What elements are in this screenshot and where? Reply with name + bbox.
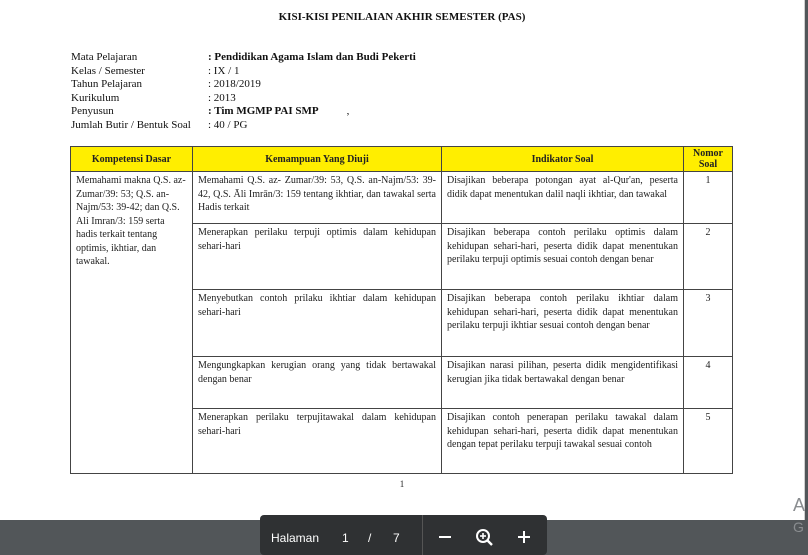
header-nomor-soal: Nomor Soal <box>684 147 733 172</box>
watermark-text: A <box>793 495 806 515</box>
page-separator: / <box>368 531 372 545</box>
meta-label: Kelas / Semester <box>71 64 145 77</box>
nomor-cell: 2 <box>684 224 733 290</box>
kemampuan-cell: Menyebutkan contoh prilaku ikhtiar dalam kehidupan sehari-hari <box>193 290 442 357</box>
meta-label: Tahun Pelajaran <box>71 78 143 90</box>
indikator-cell: Disajikan beberapa potongan ayat al-Qur'an, peserta didik dapat menentukan dalil naqli ikhtiar, dan tawakal <box>442 172 684 224</box>
minus-icon[interactable] <box>435 527 455 547</box>
meta-label: Kurikulum <box>71 91 120 104</box>
kemampuan-cell: Menerapkan perilaku terpuji optimis dalam kehidupan sehari-hari <box>193 224 442 290</box>
kemampuan-cell: Memahami Q.S. az- Zumar/39: 53, Q.S. an-Najm/53: 39-42, Q.S. Āli Imrān/3: 159 tentang ikhtiar, dan tawakal serta Hadis terkait <box>193 172 442 224</box>
header-kemampuan: Kemampuan Yang Diuji <box>193 147 442 172</box>
meta-row <box>71 92 416 106</box>
watermark-text: G <box>793 519 804 535</box>
total-pages: 7 <box>393 531 400 545</box>
meta-row <box>71 51 416 65</box>
zoom-icon[interactable] <box>474 527 494 547</box>
document-meta <box>71 51 416 132</box>
meta-extra: , <box>346 105 350 117</box>
meta-row <box>71 119 416 133</box>
nomor-cell: 1 <box>684 172 733 224</box>
indikator-cell: Disajikan beberapa contoh perilaku optimis dalam kehidupan sehari-hari, peserta didik dapat menentukan perilaku terpuji optimis sesuai contoh dengan benar <box>442 224 684 290</box>
meta-value: : 40 / PG <box>208 118 248 131</box>
indikator-cell: Disajikan narasi pilihan, peserta didik mengidentifikasi kerugian jika tidak bertawakal dengan benar <box>442 357 684 409</box>
meta-label: Penyusun <box>71 105 114 117</box>
meta-value: : 2018/2019 <box>208 78 261 90</box>
header-indikator: Indikator Soal <box>442 147 684 172</box>
plus-icon[interactable] <box>514 527 534 547</box>
document-title: KISI-KISI PENILAIAN AKHIR SEMESTER (PAS) <box>278 11 526 23</box>
kompetensi-dasar-cell: Memahami makna Q.S. az-Zumar/39: 53; Q.S. an-Najm/53: 39-42; dan Q.S. Ali Imran/3: 159 serta hadis terkait tentang optimis, ikhtiar, dan tawakal. <box>71 172 193 474</box>
meta-value: : 2013 <box>208 91 236 104</box>
meta-value: : IX / 1 <box>208 64 240 77</box>
meta-label: Jumlah Butir / Bentuk Soal <box>71 118 191 131</box>
nomor-cell: 4 <box>684 357 733 409</box>
kemampuan-cell: Mengungkapkan kerugian orang yang tidak bertawakal dengan benar <box>193 357 442 409</box>
kisi-table <box>70 146 733 474</box>
meta-value: : Tim MGMP PAI SMP <box>208 105 319 117</box>
meta-value: : Pendidikan Agama Islam dan Budi Pekerti <box>208 51 416 63</box>
current-page-input[interactable]: 1 <box>342 531 349 545</box>
indikator-cell: Disajikan contoh penerapan perilaku tawakal dalam kehidupan sehari-hari, peserta didik dapat menentukan dengan tepat perilaku terpuji tawakal sesuai contoh <box>442 409 684 474</box>
meta-row <box>71 78 416 92</box>
meta-label: Mata Pelajaran <box>71 51 138 63</box>
nomor-cell: 5 <box>684 409 733 474</box>
toolbar-divider <box>422 515 423 555</box>
header-kompetensi-dasar: Kompetensi Dasar <box>71 147 193 172</box>
meta-row <box>71 105 416 119</box>
nomor-cell: 3 <box>684 290 733 357</box>
kemampuan-cell: Menerapkan perilaku terpujitawakal dalam kehidupan sehari-hari <box>193 409 442 474</box>
page-number: 1 <box>399 479 405 489</box>
pdf-toolbar <box>260 515 547 555</box>
indikator-cell: Disajikan beberapa contoh perilaku ikhtiar dalam kehidupan sehari-hari, peserta didik dapat menentukan perilaku terpuji ikhtiar sesuai contoh dengan benar <box>442 290 684 357</box>
page-label: Halaman <box>271 531 320 545</box>
table-row <box>71 172 733 224</box>
meta-row <box>71 65 416 79</box>
table-header-row <box>71 147 733 172</box>
